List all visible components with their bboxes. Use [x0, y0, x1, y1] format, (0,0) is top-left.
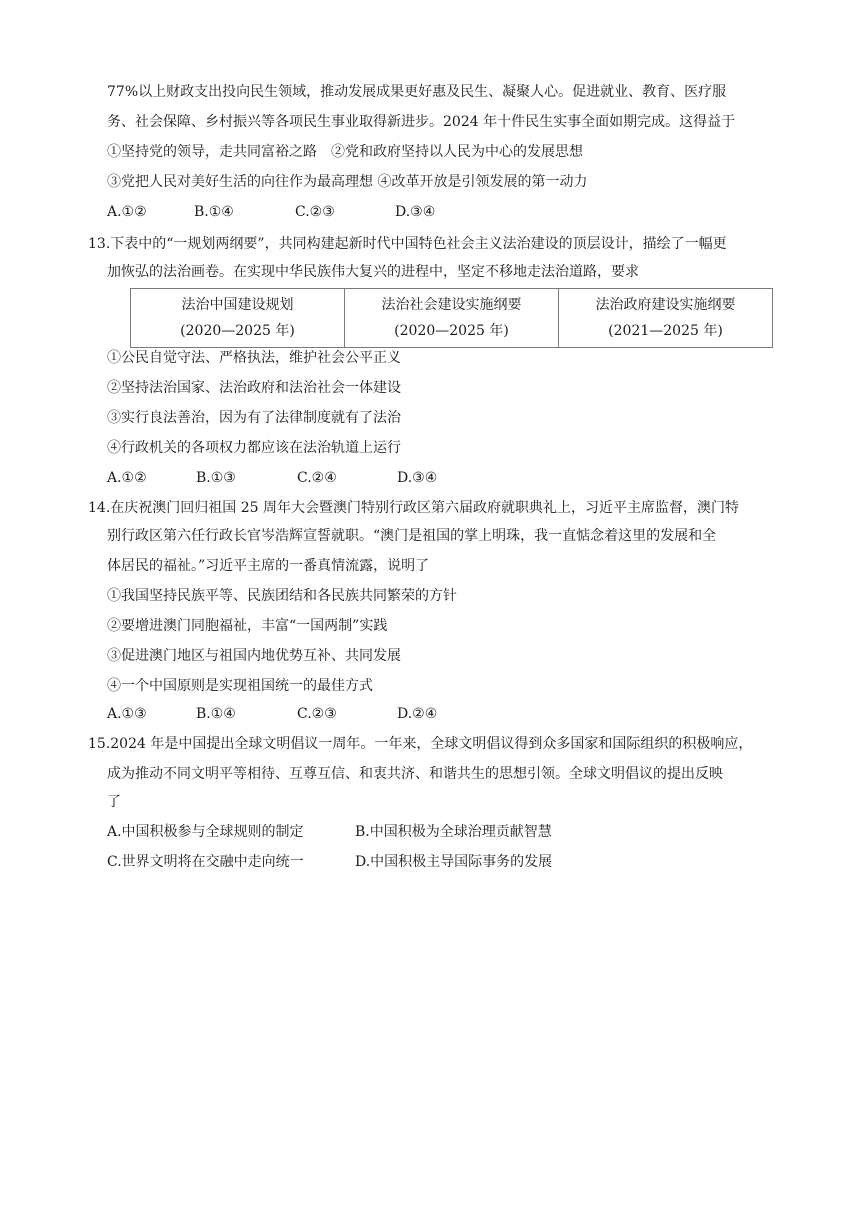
q12-option-a: A.①②	[107, 204, 147, 220]
q13-option-b: B.①③	[196, 470, 236, 486]
plan-name: 法治政府建设实施纲要	[595, 297, 736, 313]
q15-option-b: B.中国积极为全球治理贡献智慧	[355, 824, 552, 840]
table-cell-plan-society	[345, 289, 559, 348]
q13-statement-3: ③实行良法善治，因为有了法律制度就有了法治	[107, 410, 401, 426]
q15-stem-line-1: 15.2024 年是中国提出全球文明倡议一周年。一年来，全球文明倡议得到众多国家和国际组织的积极响应，	[88, 736, 753, 752]
q14-statement-3: ③促进澳门地区与祖国内地优势互补、共同发展	[107, 648, 401, 664]
q13-stem-line-1: 13.下表中的“一规划两纲要”，共同构建起新时代中国特色社会主义法治建设的顶层设计，描绘了一幅更	[88, 236, 727, 252]
plan-name: 法治社会建设实施纲要	[381, 297, 522, 313]
q15-option-a: A.中国积极参与全球规则的制定	[107, 824, 304, 840]
q15-option-d: D.中国积极主导国际事务的发展	[355, 854, 553, 870]
q14-statement-1: ①我国坚持民族平等、民族团结和各民族共同繁荣的方针	[107, 588, 457, 604]
q15-stem-line-3: 了	[107, 794, 121, 810]
q12-statement-1: ①坚持党的领导，走共同富裕之路 ②党和政府坚持以人民为中心的发展思想	[107, 144, 583, 160]
q14-option-a: A.①③	[107, 706, 147, 722]
q13-statement-2: ②坚持法治国家、法治政府和法治社会一体建设	[107, 380, 401, 396]
q13-stem-line-2: 加恢弘的法治画卷。在实现中华民族伟大复兴的进程中，坚定不移地走法治道路，要求	[107, 264, 639, 280]
q14-option-d: D.②④	[397, 706, 438, 722]
plan-years: (2021—2025 年)	[608, 323, 723, 339]
q12-stem-line-2: 务、社会保障、乡村振兴等各项民生事业取得新进步。2024 年十件民生实事全面如期完成。这得益于	[107, 114, 736, 130]
q13-statement-4: ④行政机关的各项权力都应该在法治轨道上运行	[107, 440, 401, 456]
table-cell-plan-china	[131, 289, 345, 348]
q13-statement-1: ①公民自觉守法、严格执法，维护社会公平正义	[107, 350, 401, 366]
plan-name: 法治中国建设规划	[181, 297, 294, 313]
q12-option-b: B.①④	[194, 204, 234, 220]
q14-statement-2: ②要增进澳门同胞福祉，丰富“一国两制”实践	[107, 618, 388, 634]
q13-option-d: D.③④	[397, 470, 438, 486]
q14-option-c: C.②③	[297, 706, 337, 722]
q14-statement-4: ④一个中国原则是实现祖国统一的最佳方式	[107, 678, 373, 694]
plan-years: (2020—2025 年)	[180, 323, 295, 339]
q14-stem-line-3: 体居民的福祉。”习近平主席的一番真情流露，说明了	[107, 558, 430, 574]
q12-stem-line-1: 77%以上财政支出投向民生领域，推动发展成果更好惠及民生、凝聚人心。促进就业、教育、医疗服	[107, 84, 727, 100]
q12-option-d: D.③④	[395, 204, 436, 220]
q13-option-a: A.①②	[107, 470, 147, 486]
q15-stem-line-2: 成为推动不同文明平等相待、互尊互信、和衷共济、和谐共生的思想引领。全球文明倡议的提出反映	[107, 766, 723, 782]
q14-stem-line-1: 14.在庆祝澳门回归祖国 25 周年大会暨澳门特别行政区第六届政府就职典礼上，习近平主席监督，澳门特	[88, 500, 739, 516]
plans-table	[130, 288, 773, 348]
q12-statement-2: ③党把人民对美好生活的向往作为最高理想 ④改革开放是引领发展的第一动力	[107, 174, 588, 190]
q14-stem-line-2: 别行政区第六任行政长官岑浩辉宣誓就职。“澳门是祖国的掌上明珠，我一直惦念着这里的发展和全	[107, 528, 717, 544]
q14-option-b: B.①④	[196, 706, 236, 722]
plan-years: (2020—2025 年)	[394, 323, 509, 339]
q13-option-c: C.②④	[297, 470, 337, 486]
q12-option-c: C.②③	[295, 204, 335, 220]
q15-option-c: C.世界文明将在交融中走向统一	[107, 854, 304, 870]
table-cell-plan-government	[559, 289, 773, 348]
